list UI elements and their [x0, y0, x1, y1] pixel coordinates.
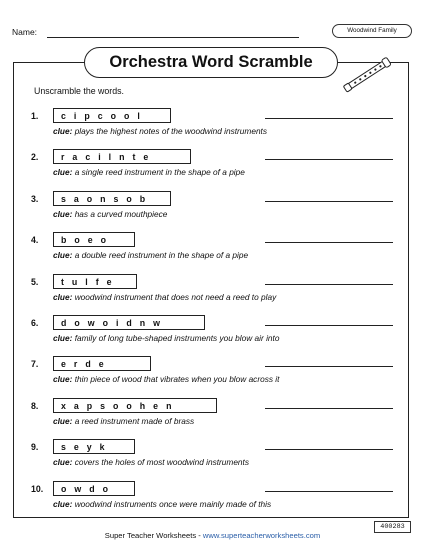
answer-line[interactable] — [265, 118, 393, 119]
question-number: 6. — [31, 318, 39, 328]
question-number: 3. — [31, 193, 39, 204]
clue-text: family of long tube-shaped instruments you blow air into — [74, 333, 280, 343]
clue — [53, 374, 279, 384]
scrambled-word: saonsob — [53, 191, 171, 206]
clue — [53, 126, 267, 136]
clue-text: woodwind instruments once were mainly made of this — [74, 498, 272, 509]
scrambled-word: erde — [53, 356, 151, 371]
answer-line[interactable] — [265, 449, 393, 450]
clue-label: clue: — [53, 415, 73, 426]
clue-label: clue: — [53, 498, 73, 509]
question-number: 9. — [31, 442, 39, 453]
footer-text: Super Teacher Worksheets - — [104, 531, 203, 540]
family-badge: Woodwind Family — [332, 24, 412, 38]
worksheet-code: 400283 — [374, 521, 411, 533]
question-number: 7. — [31, 359, 39, 370]
scrambled-word: racilnte — [53, 149, 191, 164]
clue — [53, 250, 248, 260]
clue — [53, 499, 271, 509]
instructions: Unscramble the words. — [34, 86, 124, 96]
name-label: Name: — [12, 27, 38, 37]
clue — [53, 167, 245, 177]
answer-line[interactable] — [265, 242, 393, 243]
clue-label: clue: — [53, 126, 73, 136]
answer-line[interactable] — [265, 366, 393, 367]
scrambled-word: boeo — [53, 232, 135, 247]
scrambled-word: owdo — [53, 481, 135, 496]
clue — [53, 333, 279, 343]
clue-text: woodwind instrument that does not need a reed to play — [74, 291, 277, 302]
clue-label: clue: — [53, 291, 73, 302]
scrambled-word: seyk — [53, 439, 135, 454]
clue-label: clue: — [53, 250, 73, 261]
answer-line[interactable] — [265, 408, 393, 409]
clue-label: clue: — [53, 208, 73, 219]
clue-label: clue: — [53, 374, 73, 385]
clue — [53, 209, 167, 219]
name-line[interactable] — [47, 37, 299, 38]
question-number: 1. — [31, 111, 39, 121]
clue-text: has a curved mouthpiece — [74, 208, 168, 219]
footer-link[interactable]: www.superteacherworksheets.com — [202, 531, 321, 540]
scrambled-word: dowoidnw — [53, 315, 205, 330]
clue-text: plays the highest notes of the woodwind instruments — [74, 126, 268, 136]
answer-line[interactable] — [265, 159, 393, 160]
question-number: 10. — [31, 483, 44, 494]
clue-text: a single reed instrument in the shape of a pipe — [74, 167, 245, 178]
clue-text: thin piece of wood that vibrates when you blow across it — [74, 374, 280, 385]
page-title: Orchestra Word Scramble — [84, 47, 338, 78]
clue-text: a reed instrument made of brass — [74, 415, 195, 426]
answer-line[interactable] — [265, 325, 393, 326]
question-number: 5. — [31, 276, 39, 287]
question-number: 2. — [31, 152, 39, 163]
question-number: 4. — [31, 235, 39, 246]
scrambled-word: tulfe — [53, 274, 137, 289]
question-number: 8. — [31, 400, 39, 411]
clue-label: clue: — [53, 167, 73, 178]
clue-text: covers the holes of most woodwind instruments — [74, 457, 250, 468]
scrambled-word: cipcool — [53, 108, 171, 123]
clue — [53, 416, 194, 426]
clue-text: a double reed instrument in the shape of a pipe — [74, 250, 249, 261]
answer-line[interactable] — [265, 201, 393, 202]
footer — [0, 531, 425, 540]
clue — [53, 457, 249, 467]
clue-label: clue: — [53, 457, 73, 468]
clue-label: clue: — [53, 333, 73, 343]
recorder-icon — [339, 52, 395, 98]
clue — [53, 292, 276, 302]
answer-line[interactable] — [265, 284, 393, 285]
scrambled-word: xapsoohen — [53, 398, 217, 413]
answer-line[interactable] — [265, 491, 393, 492]
